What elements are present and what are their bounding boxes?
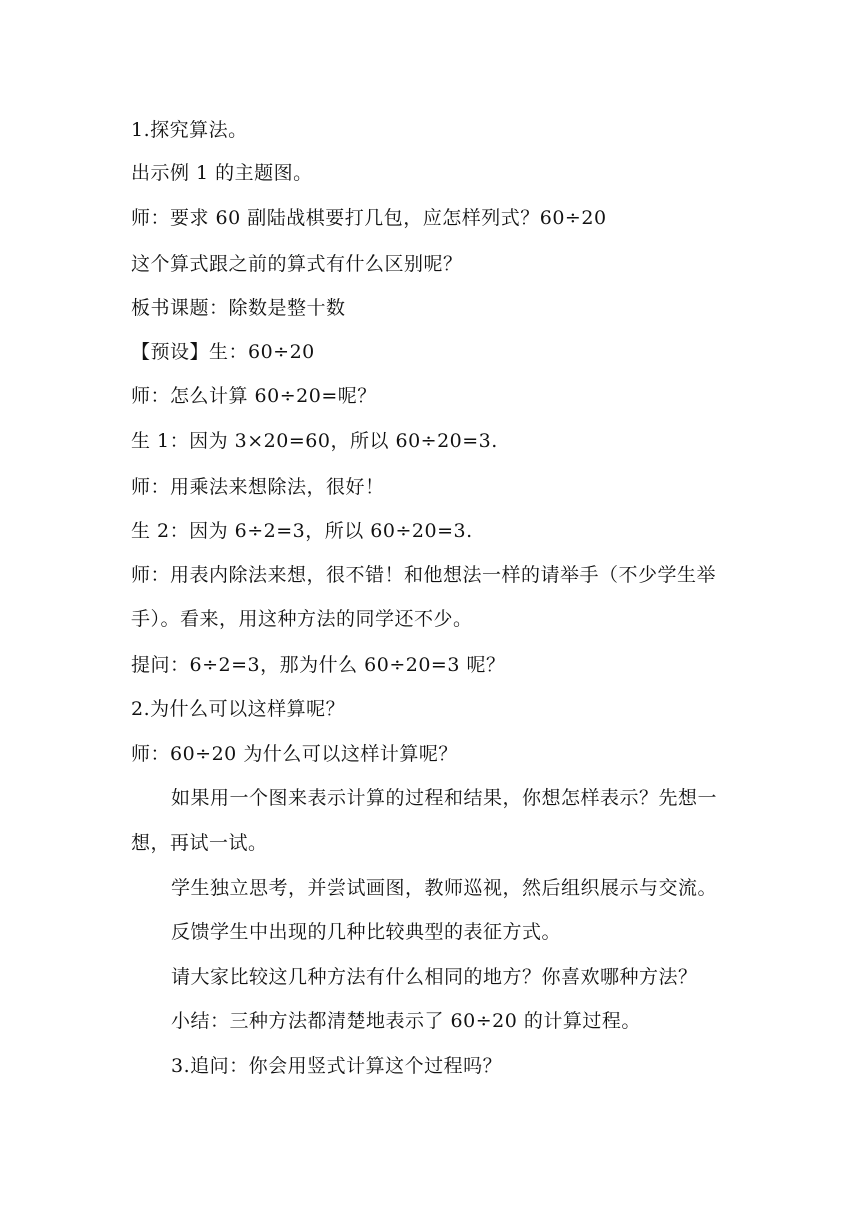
paragraph-line: 师：要求 60 副陆战棋要打几包，应怎样列式？60÷20 [131, 207, 607, 229]
paragraph-line: 师：用表内除法来想，很不错！和他想法一样的请举手（不少学生举 [131, 564, 717, 586]
section-heading-follow-up: 3.追问：你会用竖式计算这个过程吗？ [171, 1055, 503, 1077]
paragraph-line: 反馈学生中出现的几种比较典型的表征方式。 [171, 921, 562, 943]
paragraph-line: 板书课题：除数是整十数 [131, 297, 346, 319]
paragraph-line: 师：怎么计算 60÷20=呢？ [131, 385, 377, 407]
paragraph-line: 师：用乘法来想除法，很好！ [131, 476, 385, 498]
paragraph-line: 师：60÷20 为什么可以这样计算呢？ [131, 743, 458, 765]
paragraph-line: 请大家比较这几种方法有什么相同的地方？你喜欢哪种方法？ [171, 966, 698, 988]
section-heading-why: 2.为什么可以这样算呢？ [131, 698, 346, 720]
paragraph-line: 如果用一个图来表示计算的过程和结果，你想怎样表示？先想一 [171, 787, 718, 809]
paragraph-line: 小结：三种方法都清楚地表示了 60÷20 的计算过程。 [171, 1010, 641, 1032]
paragraph-line: 出示例 1 的主题图。 [131, 162, 313, 184]
paragraph-line: 生 2：因为 6÷2=3，所以 60÷20=3. [131, 520, 473, 542]
paragraph-line: 生 1：因为 3×20=60，所以 60÷20=3. [131, 430, 498, 452]
paragraph-line: 这个算式跟之前的算式有什么区别呢？ [131, 253, 463, 275]
section-heading-explore-algorithm: 1.探究算法。 [131, 119, 248, 141]
paragraph-line: 想，再试一试。 [131, 832, 268, 854]
paragraph-line: 手）。看来，用这种方法的同学还不少。 [131, 608, 473, 630]
paragraph-line: 【预设】生：60÷20 [131, 341, 315, 363]
paragraph-line: 提问：6÷2=3，那为什么 60÷20=3 呢？ [131, 654, 506, 676]
paragraph-line: 学生独立思考，并尝试画图，教师巡视，然后组织展示与交流。 [171, 877, 718, 899]
